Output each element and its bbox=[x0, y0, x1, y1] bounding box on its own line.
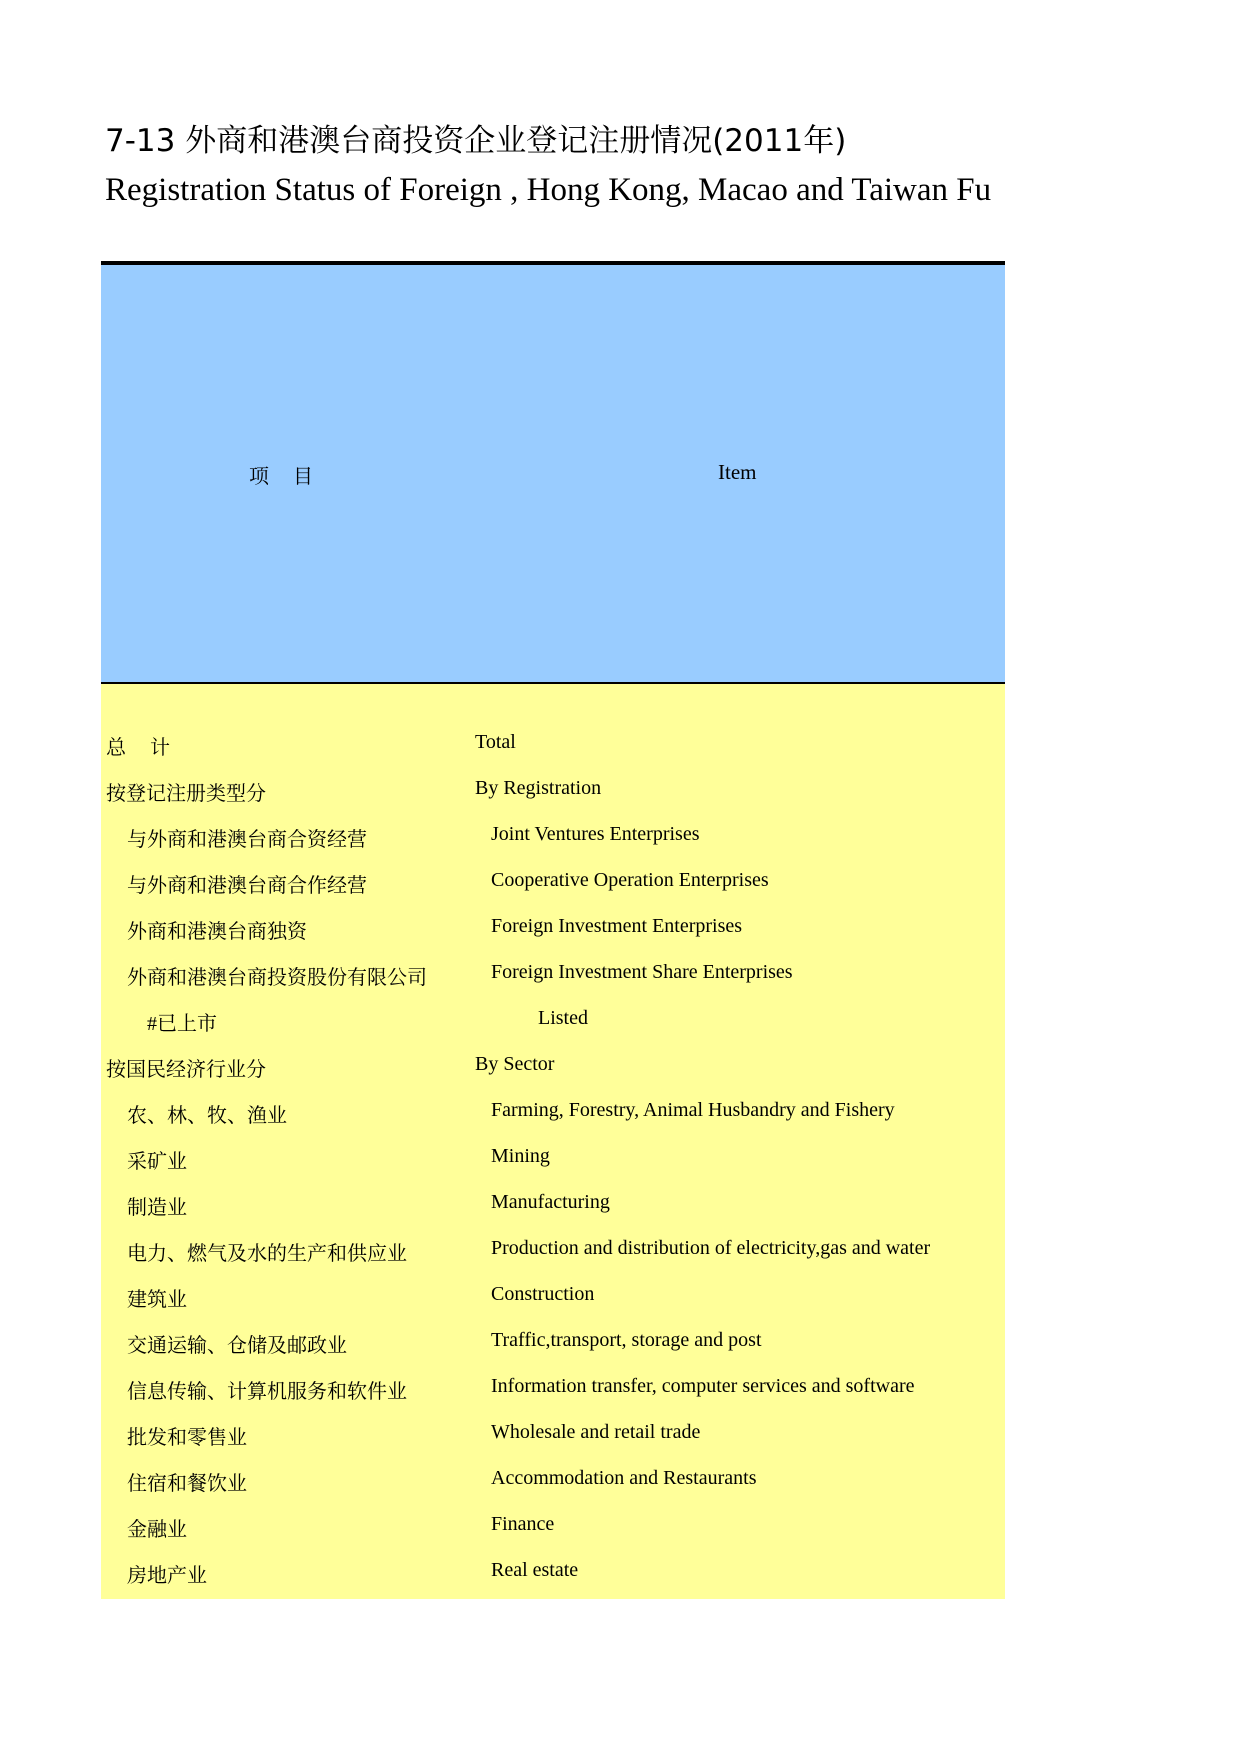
table-row bbox=[101, 1501, 1005, 1547]
row-label-chinese: 外商和港澳台商独资 bbox=[127, 921, 307, 943]
row-label-english: Mining bbox=[491, 1145, 550, 1167]
row-label-english: Finance bbox=[491, 1513, 555, 1535]
table-title-english: Registration Status of Foreign , Hong Kong, Macao and Taiwan Fu bbox=[105, 172, 992, 208]
row-label-english: Manufacturing bbox=[491, 1191, 610, 1213]
table-row bbox=[101, 1455, 1005, 1501]
table-body bbox=[101, 684, 1005, 1599]
row-label-chinese: 批发和零售业 bbox=[127, 1427, 247, 1449]
table-header bbox=[101, 261, 1005, 684]
table-row bbox=[101, 1317, 1005, 1363]
row-label-english: Foreign Investment Share Enterprises bbox=[491, 961, 793, 983]
row-label-english: Total bbox=[475, 731, 516, 753]
header-item-english: Item bbox=[718, 460, 757, 484]
table-row bbox=[101, 949, 1005, 995]
table-row bbox=[101, 811, 1005, 857]
row-label-english: Information transfer, computer services and software bbox=[491, 1375, 915, 1397]
row-label-chinese: 按国民经济行业分 bbox=[106, 1059, 266, 1081]
row-label-chinese: 按登记注册类型分 bbox=[106, 783, 266, 805]
table-row bbox=[101, 765, 1005, 811]
row-label-english: Farming, Forestry, Animal Husbandry and Fishery bbox=[491, 1099, 895, 1121]
row-label-chinese: 制造业 bbox=[127, 1197, 187, 1219]
row-label-english: Production and distribution of electricity,gas and water bbox=[491, 1237, 931, 1259]
row-label-chinese: #已上市 bbox=[147, 1013, 217, 1035]
table-row bbox=[101, 995, 1005, 1041]
table-row bbox=[101, 1363, 1005, 1409]
table-row bbox=[101, 1041, 1005, 1087]
row-label-english: Traffic,transport, storage and post bbox=[491, 1329, 762, 1351]
row-label-chinese: 信息传输、计算机服务和软件业 bbox=[127, 1381, 407, 1403]
row-label-english: Construction bbox=[491, 1283, 595, 1305]
table-row bbox=[101, 1087, 1005, 1133]
table-title-chinese: 7-13 外商和港澳台商投资企业登记注册情况(2011年) bbox=[105, 123, 847, 159]
row-label-english: Foreign Investment Enterprises bbox=[491, 915, 743, 937]
statistics-table bbox=[101, 261, 1005, 1599]
table-row bbox=[101, 903, 1005, 949]
row-label-english: Joint Ventures Enterprises bbox=[491, 823, 700, 845]
row-label-chinese: 电力、燃气及水的生产和供应业 bbox=[127, 1243, 407, 1265]
row-label-english: By Sector bbox=[475, 1053, 555, 1075]
row-label-chinese: 建筑业 bbox=[127, 1289, 187, 1311]
row-label-chinese: 外商和港澳台商投资股份有限公司 bbox=[127, 967, 427, 989]
table-row bbox=[101, 1133, 1005, 1179]
row-label-chinese: 交通运输、仓储及邮政业 bbox=[127, 1335, 347, 1357]
row-label-english: Cooperative Operation Enterprises bbox=[491, 869, 769, 891]
table-row bbox=[101, 1271, 1005, 1317]
row-label-chinese: 金融业 bbox=[127, 1519, 187, 1541]
row-label-english: Real estate bbox=[491, 1559, 579, 1581]
row-label-chinese: 与外商和港澳台商合作经营 bbox=[127, 875, 367, 897]
row-label-english: Accommodation and Restaurants bbox=[491, 1467, 757, 1489]
table-row bbox=[101, 857, 1005, 903]
row-label-chinese: 总计 bbox=[106, 737, 194, 759]
table-row bbox=[101, 719, 1005, 765]
row-label-chinese: 房地产业 bbox=[127, 1565, 207, 1587]
row-label-chinese: 农、林、牧、渔业 bbox=[127, 1105, 287, 1127]
table-row bbox=[101, 1409, 1005, 1455]
header-item-chinese: 项目 bbox=[249, 466, 337, 488]
table-row bbox=[101, 1179, 1005, 1225]
row-label-chinese: 住宿和餐饮业 bbox=[127, 1473, 247, 1495]
table-row bbox=[101, 1547, 1005, 1593]
row-label-chinese: 与外商和港澳台商合资经营 bbox=[127, 829, 367, 851]
row-label-english: Listed bbox=[538, 1007, 588, 1029]
table-row bbox=[101, 1225, 1005, 1271]
row-label-english: By Registration bbox=[475, 777, 602, 799]
row-label-english: Wholesale and retail trade bbox=[491, 1421, 701, 1443]
row-label-chinese: 采矿业 bbox=[127, 1151, 187, 1173]
